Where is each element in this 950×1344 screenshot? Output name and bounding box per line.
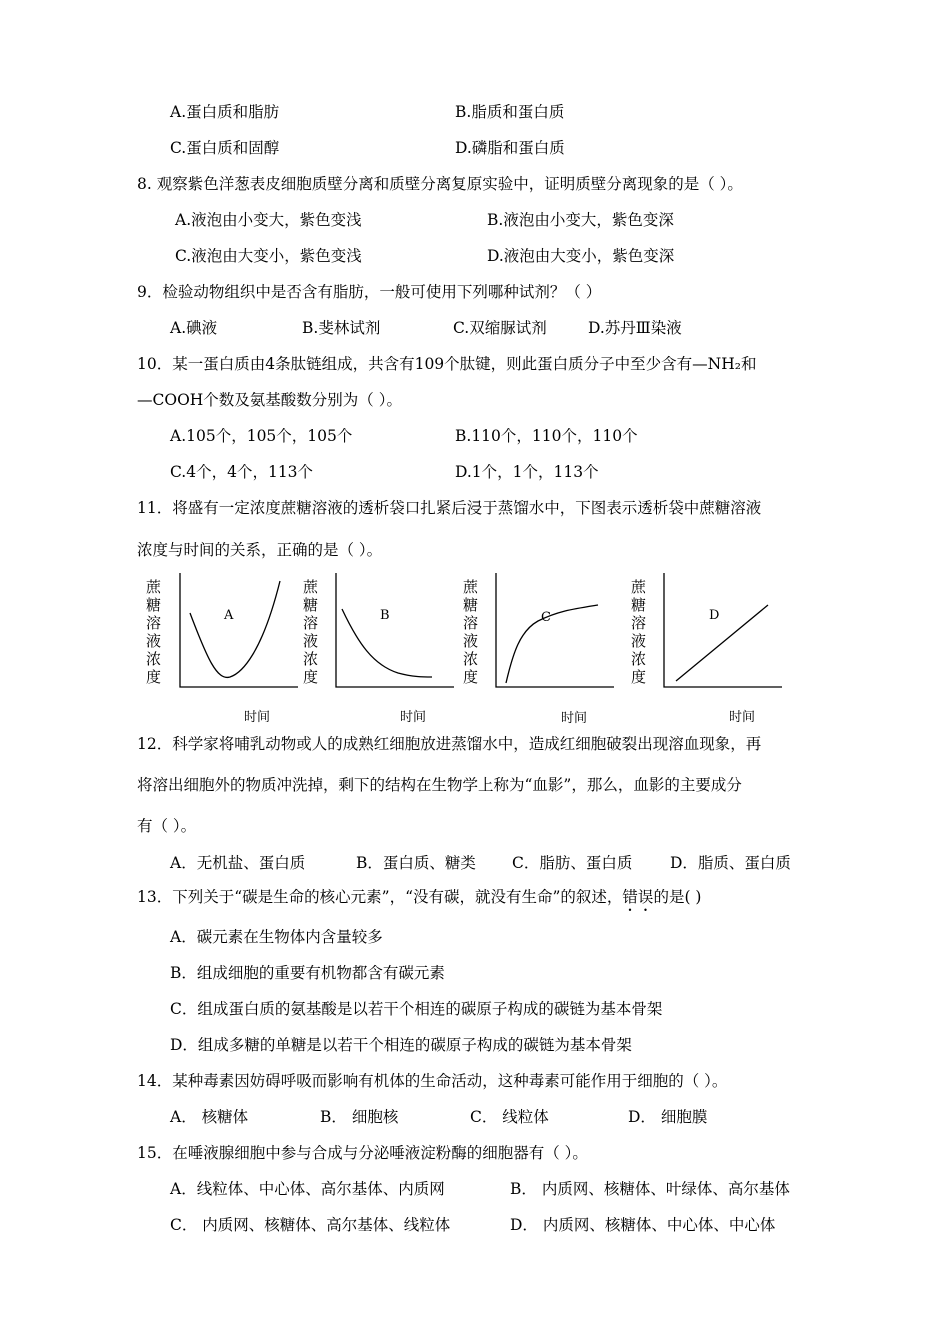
q10-option-a: A.105个，105个，105个 <box>170 427 353 445</box>
q10-option-c: C.4个，4个，113个 <box>170 463 314 481</box>
q7-option-c: C.蛋白质和固醇 <box>170 139 280 157</box>
graph-c-curve <box>506 605 598 683</box>
q9-option-d: D.苏丹Ⅲ染液 <box>588 319 682 337</box>
q12-stem-line3: 有（ ）。 <box>137 817 197 835</box>
q8-option-c: C.液泡由大变小，紫色变浅 <box>175 247 362 265</box>
graph-b-ylabel: 蔗糖溶液浓度 <box>303 578 319 686</box>
graph-d-xlabel: 时间 <box>729 710 756 725</box>
graph-d-axes <box>664 573 782 687</box>
q10-stem-line1: 10．某一蛋白质由4条肽链组成，共含有109个肽键，则此蛋白质分子中至少含有—NH₂和 <box>137 355 757 373</box>
graph-a-xlabel: 时间 <box>244 710 271 725</box>
q10-option-b: B.110个，110个，110个 <box>455 427 638 445</box>
q13-option-a: A．碳元素在生物体内含量较多 <box>170 928 383 946</box>
graph-d <box>656 573 786 691</box>
q14-option-a: A． 核糖体 <box>170 1108 249 1126</box>
q12-option-d: D．脂质、蛋白质 <box>670 854 791 872</box>
q8-stem: 8. 观察紫色洋葱表皮细胞质壁分离和质壁分离复原实验中，证明质壁分离现象的是（ ）。 <box>137 175 743 193</box>
graph-b-label: B <box>380 608 390 623</box>
q15-option-a: A．线粒体、中心体、高尔基体、内质网 <box>170 1180 445 1198</box>
q9-option-a: A.碘液 <box>170 319 218 337</box>
q11-stem-line2: 浓度与时间的关系，正确的是（ ）。 <box>137 541 383 559</box>
q13-stem-emphasis: 错误 <box>622 888 654 906</box>
q13-stem-pre: 13．下列关于“碳是生命的核心元素”，“没有碳，就没有生命”的叙述， <box>137 888 623 906</box>
graph-d-label: D <box>709 608 720 623</box>
q8-option-a: A.液泡由小变大，紫色变浅 <box>175 211 362 229</box>
q12-stem-line1: 12．科学家将哺乳动物或人的成熟红细胞放进蒸馏水中，造成红细胞破裂出现溶血现象，再 <box>137 735 762 753</box>
q15-option-b: B． 内质网、核糖体、叶绿体、高尔基体 <box>510 1180 790 1198</box>
q9-stem: 9．检验动物组织中是否含有脂肪，一般可使用下列哪种试剂？（ ） <box>137 283 602 301</box>
q12-stem-line2: 将溶出细胞外的物质冲洗掉，剩下的结构在生物学上称为“血影”，那么，血影的主要成分 <box>137 776 742 794</box>
graph-a <box>172 573 302 691</box>
q13-stem-post: 的是( ) <box>653 888 702 906</box>
graph-c-axes <box>496 573 614 687</box>
graph-a-curve <box>190 581 280 677</box>
q14-option-c: C． 线粒体 <box>470 1108 549 1126</box>
q12-option-b: B．蛋白质、糖类 <box>356 854 476 872</box>
q13-stem <box>137 887 701 915</box>
q13-option-b: B．组成细胞的重要有机物都含有碳元素 <box>170 964 445 982</box>
q8-option-b: B.液泡由小变大，紫色变深 <box>487 211 674 229</box>
graph-d-ylabel: 蔗糖溶液浓度 <box>631 578 647 686</box>
q11-stem-line1: 11．将盛有一定浓度蔗糖溶液的透析袋口扎紧后浸于蒸馏水中，下图表示透析袋中蔗糖溶液 <box>137 499 762 517</box>
q14-stem: 14．某种毒素因妨碍呼吸而影响有机体的生命活动，这种毒素可能作用于细胞的（ ）。 <box>137 1072 728 1090</box>
graph-c <box>488 573 618 691</box>
q10-stem-line2: —COOH个数及氨基酸数分别为（ ）。 <box>137 391 402 409</box>
q7-option-d: D.磷脂和蛋白质 <box>455 139 565 157</box>
q13-option-d: D．组成多糖的单糖是以若干个相连的碳原子构成的碳链为基本骨架 <box>170 1036 632 1054</box>
q7-option-b: B.脂质和蛋白质 <box>455 103 565 121</box>
graph-d-line <box>676 605 768 681</box>
q14-option-b: B． 细胞核 <box>320 1108 399 1126</box>
q15-option-c: C． 内质网、核糖体、高尔基体、线粒体 <box>170 1216 451 1234</box>
q9-option-c: C.双缩脲试剂 <box>453 319 547 337</box>
q15-option-d: D． 内质网、核糖体、中心体、中心体 <box>510 1216 776 1234</box>
q12-option-a: A．无机盐、蛋白质 <box>170 854 306 872</box>
graph-a-label: A <box>224 608 234 623</box>
q12-option-c: C．脂肪、蛋白质 <box>512 854 633 872</box>
graph-c-xlabel: 时间 <box>561 711 588 726</box>
graph-c-ylabel: 蔗糖溶液浓度 <box>463 578 479 686</box>
graph-b-axes <box>336 573 454 687</box>
graph-a-axes <box>180 573 298 687</box>
q15-stem: 15．在唾液腺细胞中参与合成与分泌唾液淀粉酶的细胞器有（ ）。 <box>137 1144 588 1162</box>
graph-c-label: C <box>541 610 551 625</box>
graph-b <box>328 573 458 691</box>
q14-option-d: D． 细胞膜 <box>628 1108 708 1126</box>
graph-a-ylabel: 蔗糖溶液浓度 <box>146 578 162 686</box>
q8-option-d: D.液泡由大变小，紫色变深 <box>487 247 675 265</box>
q10-option-d: D.1个，1个，113个 <box>455 463 599 481</box>
q7-option-a: A.蛋白质和脂肪 <box>170 103 280 121</box>
graph-b-xlabel: 时间 <box>400 710 427 725</box>
q9-option-b: B.斐林试剂 <box>302 319 381 337</box>
q13-option-c: C．组成蛋白质的氨基酸是以若干个相连的碳原子构成的碳链为基本骨架 <box>170 1000 663 1018</box>
